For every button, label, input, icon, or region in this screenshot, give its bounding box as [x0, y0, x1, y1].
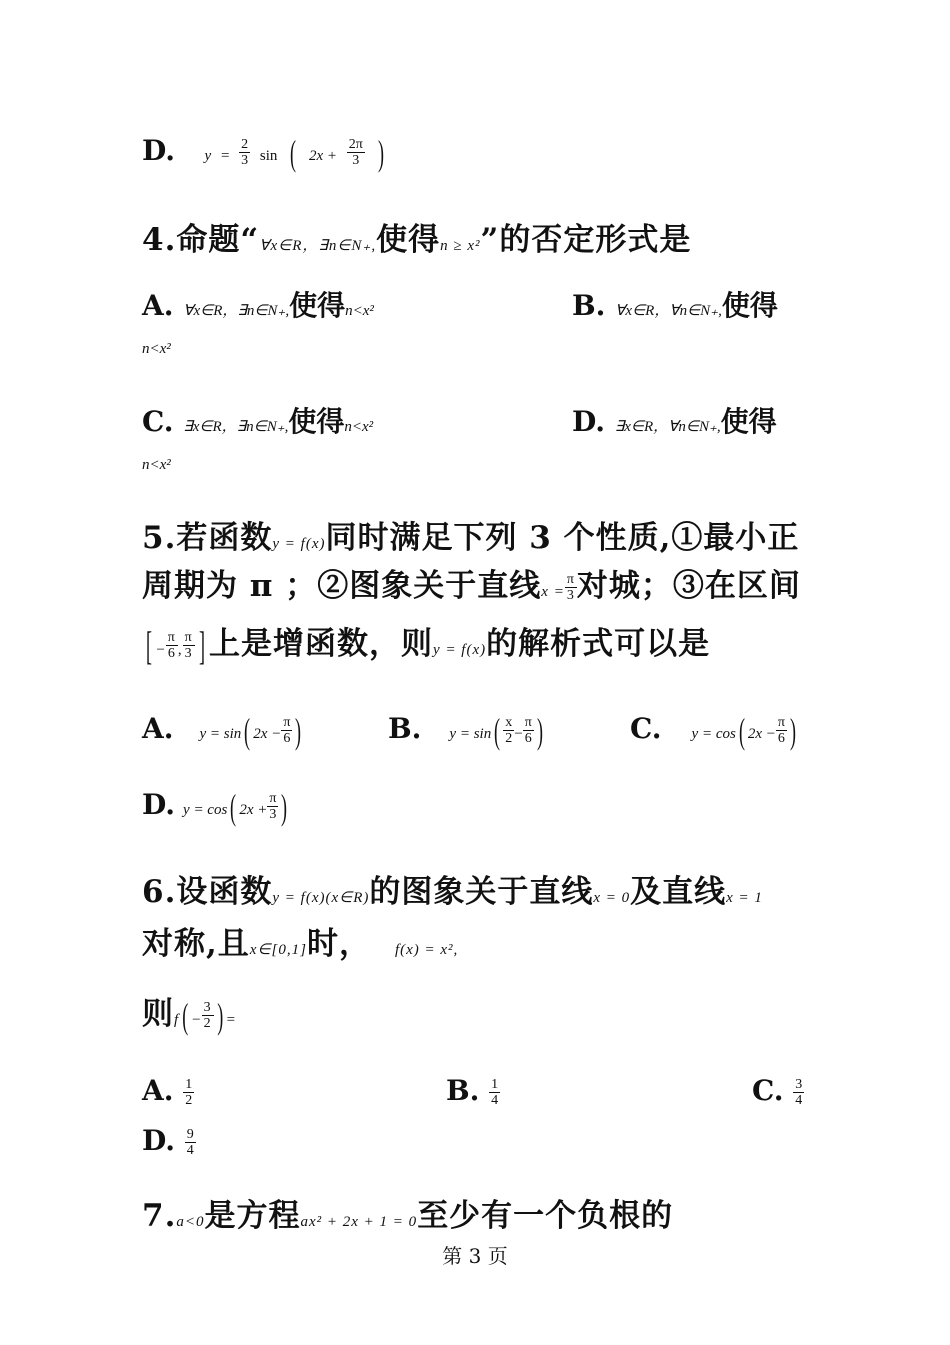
q6-stem-line-3: 则f( − $\frac{3}{2}$ ) = — [142, 995, 237, 1036]
phase-fraction: $\frac{2\pi}{3}$ — [348, 137, 363, 168]
q5-option-b: B. y = sin( $\frac{x}{2}$ − $\frac{\pi}{6}$ ) — [388, 710, 543, 751]
math-inner: 2x + — [308, 148, 337, 164]
q6-option-a: A. $\frac{1}{2}$ — [142, 1074, 193, 1108]
question-number: 4. — [142, 222, 177, 258]
page-number: 第 3 页 — [442, 1244, 508, 1268]
q7-stem: 7.a<0是方程ax² + 2x + 1 = 0至少有一个负根的 — [142, 1198, 674, 1234]
q6-stem-line-2: 对称,且x∈[0,1]时， f(x) = x², — [142, 926, 459, 962]
q5-option-c: C. y = cos( 2x − $\frac{\pi}{6}$ ) — [630, 710, 796, 751]
q4-option-b: B. ∀x∈R，∀n∈N₊,使得 — [572, 289, 778, 322]
q4-stem: 4.命题“∀x∈R，∃n∈N₊,使得n ≥ x²”的否定形式是 — [142, 222, 692, 258]
q5-stem-line-1: 5.若函数y = f(x)同时满足下列 3 个性质,①最小正 — [142, 520, 800, 556]
math-lhs: y — [204, 148, 212, 164]
option-label: D. — [142, 134, 176, 167]
math-fn: sin — [259, 148, 278, 164]
q5-option-d: D. y = cos( 2x + $\frac{\pi}{3}$ ) — [142, 786, 288, 827]
q4-option-d-wrap: n<x² — [142, 457, 171, 473]
coef-fraction: $\frac{2}{3}$ — [241, 137, 249, 168]
q4-option-a: A. ∀x∈R，∃n∈N₊,使得n<x² — [142, 289, 374, 322]
q3-option-d: D. y = $\frac{2}{3}$ sin ( 2x + $\frac{2\pi}{3}$ ) — [142, 132, 384, 173]
math-eq: = — [220, 148, 230, 164]
q6-option-b: B. $\frac{1}{4}$ — [446, 1074, 499, 1108]
q4-option-b-wrap: n<x² — [142, 341, 171, 357]
q5-stem-line-2: 周期为 π ；②图象关于直线x = $\frac{\pi}{3}$ 对城；③在区间 — [142, 568, 801, 604]
q4-option-d: D. ∃x∈R，∀n∈N₊,使得 — [572, 405, 777, 438]
q4-option-c: C. ∃x∈R，∃n∈N₊,使得n<x² — [142, 405, 374, 438]
q6-option-c: C. $\frac{3}{4}$ — [752, 1074, 803, 1108]
q5-option-a: A. y = sin( 2x − $\frac{\pi}{6}$ ) — [142, 710, 302, 751]
q6-stem-line-1: 6.设函数y = f(x)(x∈R)的图象关于直线x = 0及直线x = 1 — [142, 874, 763, 910]
q6-option-d: D. $\frac{9}{4}$ — [142, 1124, 194, 1158]
q5-stem-line-3: [ − $\frac{\pi}{6}$ , $\frac{\pi}{3}$ ] 上是增函数，则y = f(x)的解析式可以是 — [145, 622, 711, 668]
